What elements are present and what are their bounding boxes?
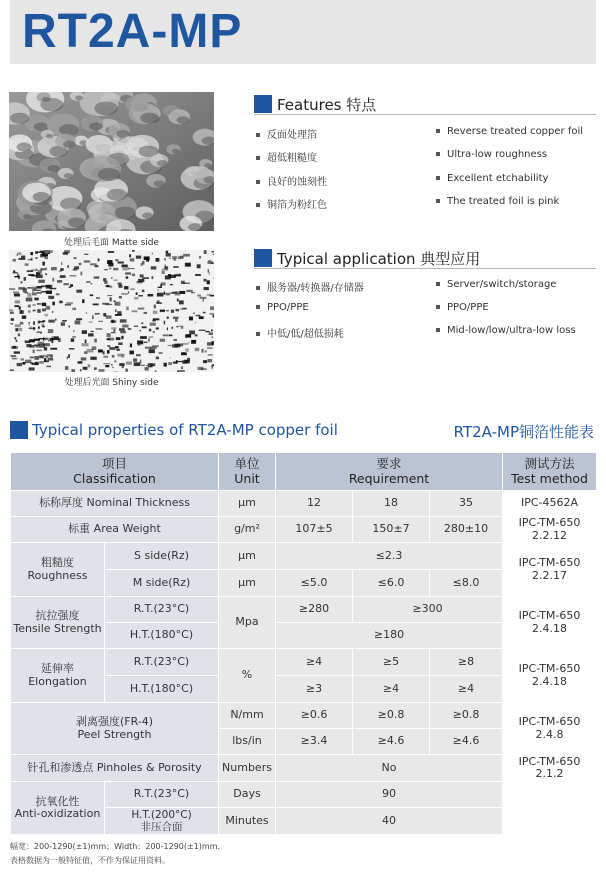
application-cn-1: 服务器/转换器/存储器: [256, 279, 364, 294]
table-row: 粗糙度 Roughness S side(Rz) μm ≤2.3 IPC-TM-650 2.2.17: [11, 543, 597, 570]
feature-en-4: The treated foil is pink: [436, 196, 559, 207]
requirement-header: 要求 Requirement: [276, 453, 503, 491]
table-row: 针孔和渗透点 Pinholes & Porosity Numbers No IPC-TM-650 2.1.2: [11, 755, 597, 782]
feature-cn-2: 超低粗糙度: [256, 149, 317, 164]
table-row: 延伸率 Elongation R.T.(23°C) % ≥4 ≥5 ≥8 IPC-TM-650 2.4.18: [11, 649, 597, 676]
peel-label: 剥离强度(FR-4) Peel Strength: [11, 703, 219, 755]
section-square-icon: [254, 95, 272, 113]
table-row: H.T.(180°C) ≥3 ≥4 ≥4: [11, 676, 597, 703]
feature-cn-1: 反面处理箔: [256, 126, 317, 141]
feature-en-3: Excellent etchability: [436, 173, 548, 184]
table-header-row: [11, 453, 597, 491]
feature-en-2: Ultra-low roughness: [436, 149, 547, 160]
oxidation-label: 抗氧化性 Anti-oxidization: [11, 782, 105, 835]
feature-en-1: Reverse treated copper foil: [436, 126, 583, 137]
footnote-width: 幅宽：200-1290(±1)mm；Width：200-1290(±1)mm.: [10, 842, 221, 851]
application-en-3: Mid-low/low/ultra-low loss: [436, 325, 576, 336]
title-banner: [10, 0, 596, 64]
roughness-label: 粗糙度 Roughness: [11, 543, 105, 597]
table-row: 标称厚度 Nominal Thickness μm 12 18 35 IPC-4562A: [11, 491, 597, 517]
elongation-label: 延伸率 Elongation: [11, 649, 105, 703]
tensile-label: 抗拉强度 Tensile Strength: [11, 597, 105, 649]
shiny-side-caption: 处理后光面 Shiny side: [64, 378, 159, 388]
application-cn-3: 中低/低/超低损耗: [256, 325, 344, 340]
table-row: lbs/in ≥3.4 ≥4.6 ≥4.6: [11, 729, 597, 755]
feature-cn-4: 铜箔为粉红色: [256, 196, 327, 211]
footnote-disclaimer: 表格数据为一般特征值，不作为保证用资料。: [10, 856, 170, 865]
application-en-2: PPO/PPE: [436, 302, 489, 313]
unit-header: 单位 Unit: [219, 453, 276, 491]
properties-heading: [10, 421, 596, 441]
properties-heading-en: Typical properties of RT2A-MP copper foil: [32, 421, 338, 439]
application-cn-2: PPO/PPE: [256, 302, 309, 313]
application-divider: [254, 268, 596, 269]
matte-side-caption: 处理后毛面 Matte side: [63, 238, 160, 248]
test-method-header: 测试方法 Test method: [503, 453, 597, 491]
table-row: 抗氧化性 Anti-oxidization R.T.(23°C) Days 90: [11, 782, 597, 808]
classification-header: 项目 Classification: [11, 453, 219, 491]
properties-table: [10, 452, 597, 835]
table-row: 标重 Area Weight g/m² 107±5 150±7 280±10 IPC-TM-650 2.2.12: [11, 517, 597, 543]
table-row: M side(Rz) μm ≤5.0 ≤6.0 ≤8.0: [11, 570, 597, 597]
table-row: H.T.(180°C) ≥180: [11, 623, 597, 649]
features-divider: [254, 114, 596, 115]
properties-heading-cn: RT2A-MP铜箔性能表: [453, 423, 594, 441]
matte-side-image: [9, 92, 214, 231]
section-square-icon: [254, 249, 272, 267]
table-row: 抗拉强度 Tensile Strength R.T.(23°C) Mpa ≥280 ≥300 IPC-TM-650 2.4.18: [11, 597, 597, 623]
features-heading: Features 特点: [254, 94, 376, 114]
table-row: 剥离强度(FR-4) Peel Strength N/mm ≥0.6 ≥0.8 ≥0.8 IPC-TM-650 2.4.8: [11, 703, 597, 729]
section-square-icon: [10, 421, 28, 439]
table-row: H.T.(200°C) 非压合面 Minutes 40: [11, 808, 597, 835]
application-heading: Typical application 典型应用: [254, 248, 480, 268]
application-en-1: Server/switch/storage: [436, 279, 556, 290]
product-title: RT2A-MP: [22, 5, 243, 58]
feature-cn-3: 良好的蚀刻性: [256, 173, 327, 188]
shiny-side-image: [9, 250, 214, 372]
